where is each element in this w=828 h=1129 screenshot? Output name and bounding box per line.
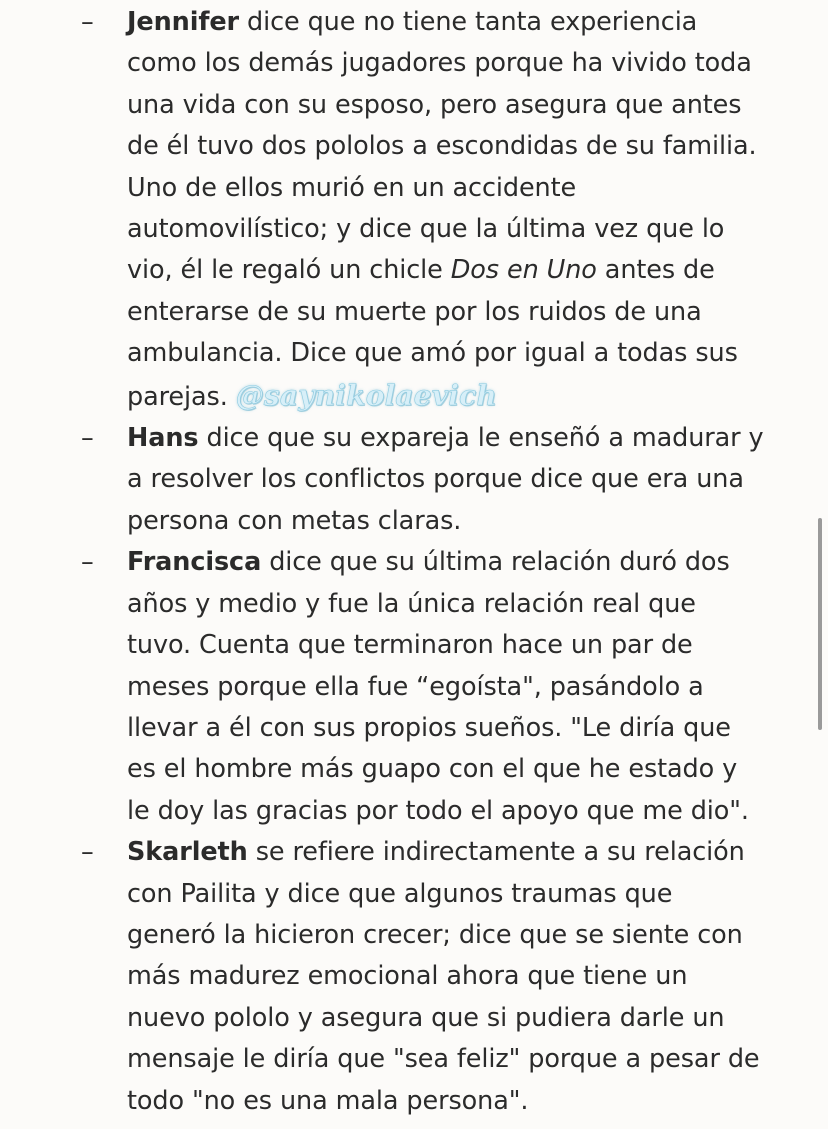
list-item-jennifer	[0, 2, 828, 418]
text-line: con Pailita y dice que algunos traumas que	[127, 878, 673, 909]
list-dash: –	[81, 547, 94, 578]
participant-name: Hans	[127, 423, 199, 454]
participant-name: Skarleth	[127, 837, 248, 868]
scrollbar-thumb[interactable]	[818, 518, 822, 730]
text-line: meses porque ella fue “egoísta", pasándolo a	[127, 671, 704, 702]
text-line: enterarse de su muerte por los ruidos de una	[127, 296, 702, 327]
text-line	[127, 2, 788, 43]
list-item-hans	[0, 418, 828, 542]
list-item-francisca	[0, 542, 828, 832]
text-line	[127, 418, 788, 459]
text-line: años y medio y fue la única relación real que	[127, 588, 696, 619]
text-line: a resolver los conflictos porque dice que era una	[127, 464, 744, 495]
text-line: nuevo pololo y asegura que si pudiera darle un	[127, 1002, 725, 1033]
watermark-handle: @saynikolaevich	[235, 378, 497, 412]
text-line: Uno de ellos murió en un accidente	[127, 172, 577, 203]
text-line: generó la hicieron crecer; dice que se siente con	[127, 919, 743, 950]
text-line: le doy las gracias por todo el apoyo que me dio".	[127, 795, 749, 826]
text-segment: antes de	[596, 255, 715, 286]
text-segment: parejas.	[127, 381, 228, 412]
text-segment: se refiere indirectamente a su relación	[247, 837, 745, 868]
participants-list	[0, 2, 828, 1122]
list-dash: –	[81, 423, 94, 454]
list-dash: –	[81, 837, 94, 868]
text-segment: dice que su expareja le enseñó a madurar y	[198, 423, 764, 454]
text-segment: dice que su última relación duró dos	[261, 547, 730, 578]
text-line: más madurez emocional ahora que tiene un	[127, 961, 688, 992]
list-item-skarleth	[0, 832, 828, 1122]
brand-name: Dos en Uno	[450, 255, 597, 286]
text-line: es el hombre más guapo con el que he estado y	[127, 754, 738, 785]
text-line: de él tuvo dos pololos a escondidas de su familia.	[127, 131, 757, 162]
text-line	[127, 375, 788, 418]
text-line: mensaje le diría que "sea feliz" porque a pesar de	[127, 1044, 760, 1075]
text-segment: dice que no tiene tanta experiencia	[239, 7, 698, 37]
participant-name: Francisca	[127, 547, 262, 578]
text-line: llevar a él con sus propios sueños. "Le diría que	[127, 712, 731, 743]
text-line	[127, 250, 788, 291]
text-segment: vio, él le regaló un chicle	[127, 255, 451, 286]
participant-name: Jennifer	[127, 7, 239, 37]
text-line: ambulancia. Dice que amó por igual a todas sus	[127, 338, 738, 369]
text-line	[127, 832, 788, 873]
text-line: automovilístico; y dice que la última vez que lo	[127, 214, 725, 245]
list-dash: –	[81, 7, 94, 37]
text-line: tuvo. Cuenta que terminaron hace un par de	[127, 630, 693, 661]
text-line: persona con metas claras.	[127, 505, 462, 536]
text-line: todo "no es una mala persona".	[127, 1085, 529, 1116]
text-line: una vida con su esposo, pero asegura que antes	[127, 89, 742, 120]
text-line: como los demás jugadores porque ha vivido toda	[127, 48, 752, 79]
text-line	[127, 542, 788, 583]
